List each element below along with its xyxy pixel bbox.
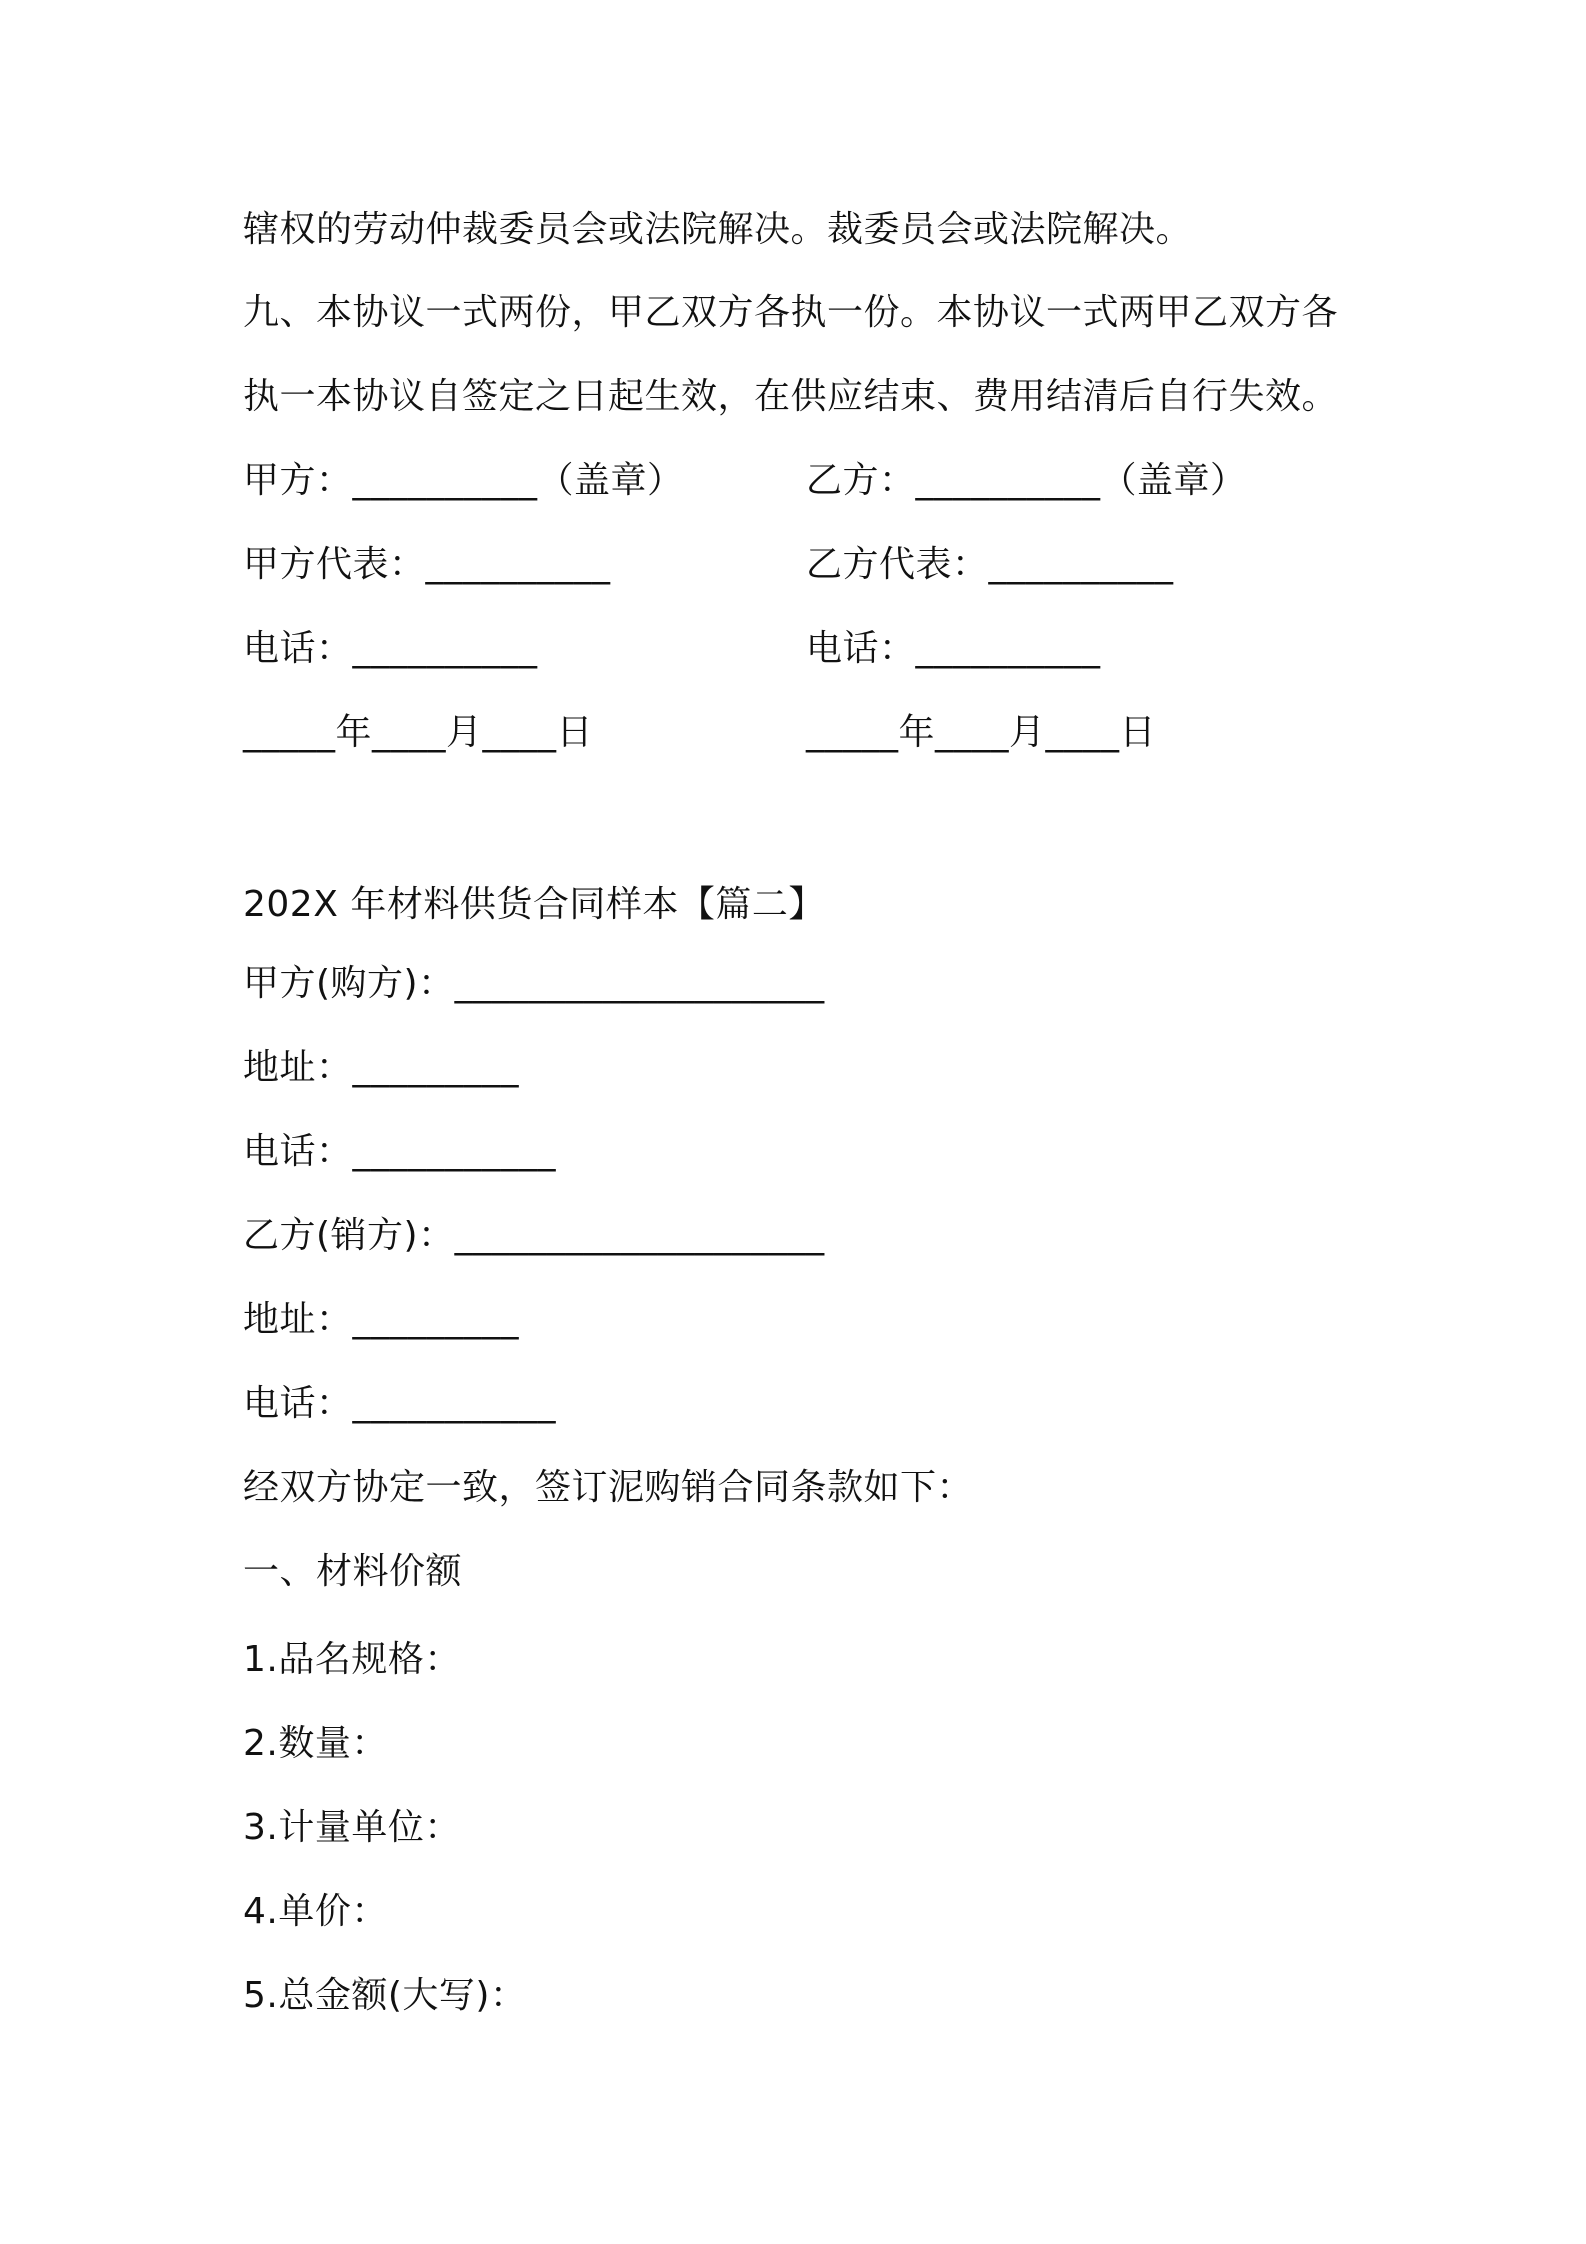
buyer-phone: 电话：___________ <box>243 1131 557 1172</box>
seller-phone: 电话：___________ <box>243 1383 557 1424</box>
party-a-seal-line: 甲方：__________（盖章） <box>243 460 684 501</box>
party-b-phone: 电话：__________ <box>806 628 1101 669</box>
item-product-spec: 1.品名规格： <box>243 1639 461 1680</box>
clause-nine-line-2: 执一本协议自签定之日起生效，在供应结束、费用结清后自行失效。 <box>243 376 1339 417</box>
party-b-date: _____年____月____日 <box>806 712 1157 753</box>
party-a-representative: 甲方代表：__________ <box>243 544 611 585</box>
seller-address: 地址：_________ <box>243 1299 520 1340</box>
party-b-seal-line: 乙方：__________（盖章） <box>806 460 1247 501</box>
clause-nine-line-1: 九、本协议一式两份，甲乙双方各执一份。本协议一式两甲乙双方各 <box>243 292 1339 333</box>
seller-line: 乙方(销方)：____________________ <box>243 1215 825 1256</box>
buyer-line: 甲方(购方)：____________________ <box>243 963 825 1004</box>
party-a-date: _____年____月____日 <box>243 712 594 753</box>
agreement-intro: 经双方协定一致，签订泥购销合同条款如下： <box>243 1467 974 1508</box>
party-a-phone: 电话：__________ <box>243 628 538 669</box>
item-unit: 3.计量单位： <box>243 1807 461 1848</box>
material-price-heading: 一、材料价额 <box>243 1551 463 1592</box>
item-quantity: 2.数量： <box>243 1723 388 1764</box>
section-title: 202X 年材料供货合同样本【篇二】 <box>243 884 825 925</box>
item-unit-price: 4.单价： <box>243 1891 388 1932</box>
item-total-amount: 5.总金额(大写)： <box>243 1975 527 2016</box>
paragraph-tail: 辖权的劳动仲裁委员会或法院解决。裁委员会或法院解决。 <box>243 209 1193 250</box>
buyer-address: 地址：_________ <box>243 1047 520 1088</box>
party-b-representative: 乙方代表：__________ <box>806 544 1174 585</box>
